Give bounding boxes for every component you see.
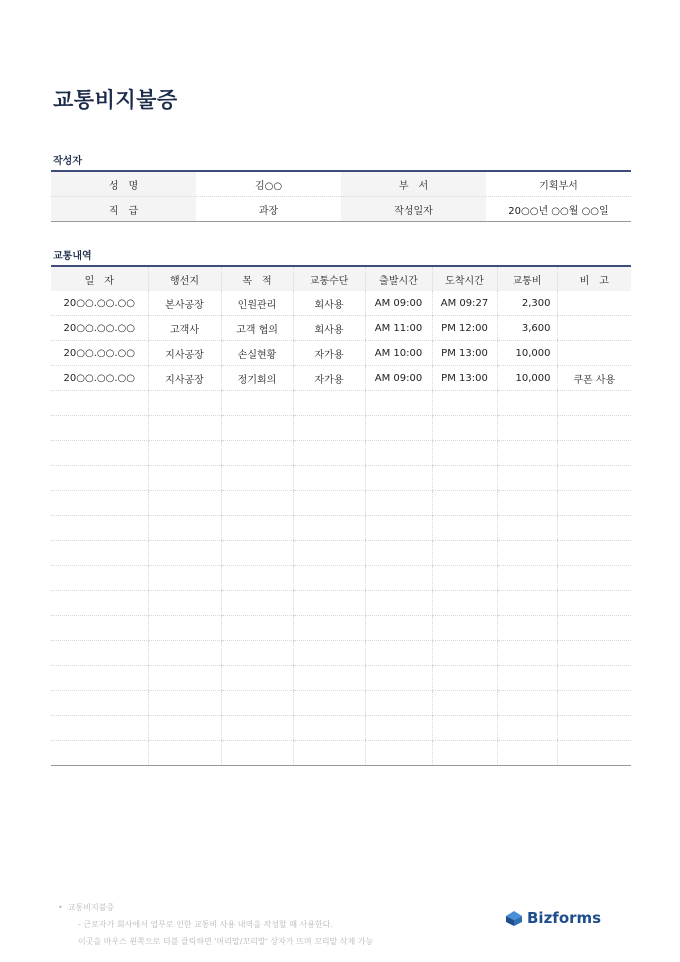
empty-table-row bbox=[51, 391, 631, 416]
empty-cell-date[interactable] bbox=[51, 566, 148, 591]
date-label: 작성일자 bbox=[341, 197, 486, 222]
empty-cell-date[interactable] bbox=[51, 616, 148, 641]
empty-cell-purpose[interactable] bbox=[221, 641, 293, 666]
cell-arrival-time[interactable]: PM 12:00 bbox=[432, 316, 497, 341]
header-arrival-time: 도착시간 bbox=[432, 266, 497, 291]
empty-cell-transport-mode[interactable] bbox=[293, 691, 365, 716]
empty-cell-fare[interactable] bbox=[497, 441, 557, 466]
empty-table-row bbox=[51, 441, 631, 466]
header-departure-time: 출발시간 bbox=[365, 266, 432, 291]
cell-arrival-time[interactable]: PM 13:00 bbox=[432, 366, 497, 391]
footer-title-text: 교통비지불증 bbox=[67, 903, 115, 912]
empty-table-row bbox=[51, 666, 631, 691]
cell-fare[interactable]: 10,000 bbox=[497, 341, 557, 366]
empty-table-row bbox=[51, 616, 631, 641]
empty-table-row bbox=[51, 416, 631, 441]
empty-table-row bbox=[51, 541, 631, 566]
transport-section-label: 교통내역 bbox=[53, 251, 92, 262]
empty-cell-destination[interactable] bbox=[148, 741, 221, 766]
empty-cell-transport-mode[interactable] bbox=[293, 391, 365, 416]
empty-cell-date[interactable] bbox=[51, 391, 148, 416]
table-row bbox=[51, 341, 631, 366]
empty-cell-fare[interactable] bbox=[497, 616, 557, 641]
bizforms-logo-icon bbox=[505, 910, 523, 927]
empty-cell-transport-mode[interactable] bbox=[293, 466, 365, 491]
cell-destination[interactable]: 고객사 bbox=[148, 316, 221, 341]
empty-cell-arrival-time[interactable] bbox=[432, 616, 497, 641]
empty-cell-destination[interactable] bbox=[148, 491, 221, 516]
empty-cell-purpose[interactable] bbox=[221, 391, 293, 416]
cell-remarks[interactable]: 쿠폰 사용 bbox=[557, 366, 631, 391]
author-table bbox=[51, 170, 631, 222]
empty-cell-date[interactable] bbox=[51, 416, 148, 441]
transport-table bbox=[51, 265, 631, 766]
empty-cell-purpose[interactable] bbox=[221, 441, 293, 466]
empty-table-row bbox=[51, 591, 631, 616]
empty-table-row bbox=[51, 566, 631, 591]
empty-cell-transport-mode[interactable] bbox=[293, 591, 365, 616]
empty-cell-transport-mode[interactable] bbox=[293, 416, 365, 441]
cell-destination[interactable]: 지사공장 bbox=[148, 341, 221, 366]
empty-cell-fare[interactable] bbox=[497, 566, 557, 591]
empty-cell-purpose[interactable] bbox=[221, 416, 293, 441]
cell-arrival-time[interactable]: PM 13:00 bbox=[432, 341, 497, 366]
header-transport-mode: 교통수단 bbox=[293, 266, 365, 291]
cell-remarks[interactable] bbox=[557, 341, 631, 366]
empty-cell-departure-time[interactable] bbox=[365, 391, 432, 416]
empty-cell-transport-mode[interactable] bbox=[293, 441, 365, 466]
empty-cell-date[interactable] bbox=[51, 491, 148, 516]
empty-cell-arrival-time[interactable] bbox=[432, 441, 497, 466]
empty-cell-purpose[interactable] bbox=[221, 566, 293, 591]
position-value[interactable]: 과장 bbox=[258, 205, 279, 217]
empty-table-row bbox=[51, 716, 631, 741]
empty-cell-remarks[interactable] bbox=[557, 716, 631, 741]
empty-cell-transport-mode[interactable] bbox=[293, 616, 365, 641]
empty-cell-purpose[interactable] bbox=[221, 591, 293, 616]
cell-fare[interactable]: 2,300 bbox=[497, 291, 557, 316]
footer-line-hint: 이곳을 마우스 왼쪽으로 더블 클릭하면 '머리말/꼬리말' 상자가 뜨며 꼬리말 삭제 가능 bbox=[78, 937, 374, 946]
empty-cell-date[interactable] bbox=[51, 666, 148, 691]
empty-cell-purpose[interactable] bbox=[221, 691, 293, 716]
empty-cell-date[interactable] bbox=[51, 691, 148, 716]
empty-cell-destination[interactable] bbox=[148, 691, 221, 716]
cell-transport-mode[interactable]: 자가용 bbox=[293, 366, 365, 391]
empty-cell-fare[interactable] bbox=[497, 491, 557, 516]
empty-cell-departure-time[interactable] bbox=[365, 491, 432, 516]
cell-departure-time[interactable]: AM 09:00 bbox=[365, 291, 432, 316]
author-section-label: 작성자 bbox=[53, 156, 82, 167]
table-row bbox=[51, 316, 631, 341]
page-title: 교통비지불증 bbox=[53, 88, 178, 112]
cell-departure-time[interactable]: AM 11:00 bbox=[365, 316, 432, 341]
empty-cell-departure-time[interactable] bbox=[365, 691, 432, 716]
empty-cell-destination[interactable] bbox=[148, 516, 221, 541]
empty-cell-remarks[interactable] bbox=[557, 641, 631, 666]
empty-cell-destination[interactable] bbox=[148, 616, 221, 641]
header-purpose: 목 적 bbox=[221, 266, 293, 291]
author-row bbox=[51, 197, 631, 222]
empty-cell-arrival-time[interactable] bbox=[432, 566, 497, 591]
empty-cell-purpose[interactable] bbox=[221, 666, 293, 691]
empty-cell-arrival-time[interactable] bbox=[432, 416, 497, 441]
cell-arrival-time[interactable]: AM 09:27 bbox=[432, 291, 497, 316]
cell-transport-mode[interactable]: 자가용 bbox=[293, 341, 365, 366]
empty-cell-remarks[interactable] bbox=[557, 691, 631, 716]
empty-cell-fare[interactable] bbox=[497, 516, 557, 541]
empty-cell-fare[interactable] bbox=[497, 416, 557, 441]
empty-cell-fare[interactable] bbox=[497, 641, 557, 666]
empty-cell-destination[interactable] bbox=[148, 666, 221, 691]
empty-cell-arrival-time[interactable] bbox=[432, 391, 497, 416]
empty-cell-purpose[interactable] bbox=[221, 491, 293, 516]
cell-purpose[interactable]: 손실현황 bbox=[221, 341, 293, 366]
empty-cell-fare[interactable] bbox=[497, 741, 557, 766]
department-value[interactable]: 기획부서 bbox=[486, 171, 631, 197]
empty-cell-arrival-time[interactable] bbox=[432, 716, 497, 741]
transport-table-body bbox=[51, 291, 631, 766]
cell-remarks[interactable] bbox=[557, 316, 631, 341]
empty-cell-remarks[interactable] bbox=[557, 416, 631, 441]
empty-cell-fare[interactable] bbox=[497, 541, 557, 566]
empty-cell-arrival-time[interactable] bbox=[432, 466, 497, 491]
empty-cell-destination[interactable] bbox=[148, 566, 221, 591]
cell-destination[interactable]: 본사공장 bbox=[148, 291, 221, 316]
empty-cell-destination[interactable] bbox=[148, 541, 221, 566]
empty-cell-remarks[interactable] bbox=[557, 591, 631, 616]
empty-cell-date[interactable] bbox=[51, 741, 148, 766]
empty-cell-departure-time[interactable] bbox=[365, 541, 432, 566]
empty-cell-date[interactable] bbox=[51, 541, 148, 566]
empty-cell-purpose[interactable] bbox=[221, 516, 293, 541]
empty-cell-departure-time[interactable] bbox=[365, 666, 432, 691]
empty-cell-destination[interactable] bbox=[148, 441, 221, 466]
cell-fare[interactable]: 10,000 bbox=[497, 366, 557, 391]
empty-cell-departure-time[interactable] bbox=[365, 741, 432, 766]
empty-cell-remarks[interactable] bbox=[557, 541, 631, 566]
header-fare: 교통비 bbox=[497, 266, 557, 291]
empty-cell-arrival-time[interactable] bbox=[432, 491, 497, 516]
empty-cell-transport-mode[interactable] bbox=[293, 741, 365, 766]
cell-destination[interactable]: 지사공장 bbox=[148, 366, 221, 391]
empty-cell-fare[interactable] bbox=[497, 466, 557, 491]
empty-cell-remarks[interactable] bbox=[557, 491, 631, 516]
cell-purpose[interactable]: 정기회의 bbox=[221, 366, 293, 391]
empty-cell-remarks[interactable] bbox=[557, 566, 631, 591]
empty-cell-fare[interactable] bbox=[497, 666, 557, 691]
empty-cell-purpose[interactable] bbox=[221, 741, 293, 766]
empty-cell-remarks[interactable] bbox=[557, 441, 631, 466]
date-value[interactable]: 20○○년 ○○월 ○○일 bbox=[508, 205, 609, 217]
empty-cell-arrival-time[interactable] bbox=[432, 666, 497, 691]
cell-date[interactable]: 20○○.○○.○○ bbox=[51, 291, 148, 316]
empty-cell-transport-mode[interactable] bbox=[293, 541, 365, 566]
empty-cell-departure-time[interactable] bbox=[365, 616, 432, 641]
name-label: 성 명 bbox=[51, 171, 196, 197]
cell-departure-time[interactable]: AM 09:00 bbox=[365, 366, 432, 391]
cell-departure-time[interactable]: AM 10:00 bbox=[365, 341, 432, 366]
empty-cell-fare[interactable] bbox=[497, 591, 557, 616]
empty-cell-transport-mode[interactable] bbox=[293, 666, 365, 691]
table-row bbox=[51, 366, 631, 391]
header-remarks: 비 고 bbox=[557, 266, 631, 291]
empty-cell-date[interactable] bbox=[51, 516, 148, 541]
empty-cell-destination[interactable] bbox=[148, 716, 221, 741]
empty-cell-remarks[interactable] bbox=[557, 391, 631, 416]
empty-cell-date[interactable] bbox=[51, 641, 148, 666]
header-date: 일 자 bbox=[51, 266, 148, 291]
name-value[interactable]: 김○○ bbox=[196, 171, 341, 197]
empty-cell-arrival-time[interactable] bbox=[432, 516, 497, 541]
empty-cell-purpose[interactable] bbox=[221, 466, 293, 491]
empty-cell-departure-time[interactable] bbox=[365, 466, 432, 491]
empty-cell-arrival-time[interactable] bbox=[432, 741, 497, 766]
empty-cell-arrival-time[interactable] bbox=[432, 591, 497, 616]
empty-cell-remarks[interactable] bbox=[557, 616, 631, 641]
position-label: 직 급 bbox=[51, 197, 196, 222]
empty-cell-date[interactable] bbox=[51, 441, 148, 466]
empty-cell-transport-mode[interactable] bbox=[293, 641, 365, 666]
empty-cell-departure-time[interactable] bbox=[365, 566, 432, 591]
cell-transport-mode[interactable]: 회사용 bbox=[293, 316, 365, 341]
empty-cell-purpose[interactable] bbox=[221, 541, 293, 566]
brand-name: Bizforms bbox=[527, 909, 602, 927]
empty-cell-fare[interactable] bbox=[497, 391, 557, 416]
empty-cell-date[interactable] bbox=[51, 466, 148, 491]
cell-date[interactable]: 20○○.○○.○○ bbox=[51, 316, 148, 341]
footer-line-title: • 교통비지불증 bbox=[58, 903, 115, 912]
empty-cell-destination[interactable] bbox=[148, 391, 221, 416]
empty-table-row bbox=[51, 741, 631, 766]
empty-cell-transport-mode[interactable] bbox=[293, 716, 365, 741]
empty-cell-date[interactable] bbox=[51, 716, 148, 741]
transport-header-row bbox=[51, 266, 631, 291]
brand-logo bbox=[505, 909, 601, 927]
empty-cell-arrival-time[interactable] bbox=[432, 541, 497, 566]
empty-cell-departure-time[interactable] bbox=[365, 641, 432, 666]
empty-cell-destination[interactable] bbox=[148, 641, 221, 666]
author-row bbox=[51, 171, 631, 197]
cell-purpose[interactable]: 고객 협의 bbox=[221, 316, 293, 341]
empty-cell-departure-time[interactable] bbox=[365, 591, 432, 616]
empty-cell-purpose[interactable] bbox=[221, 616, 293, 641]
empty-table-row bbox=[51, 641, 631, 666]
empty-cell-fare[interactable] bbox=[497, 691, 557, 716]
department-label: 부 서 bbox=[341, 171, 486, 197]
empty-table-row bbox=[51, 691, 631, 716]
table-row bbox=[51, 291, 631, 316]
empty-cell-remarks[interactable] bbox=[557, 666, 631, 691]
empty-cell-departure-time[interactable] bbox=[365, 716, 432, 741]
cell-fare[interactable]: 3,600 bbox=[497, 316, 557, 341]
empty-cell-destination[interactable] bbox=[148, 466, 221, 491]
empty-cell-departure-time[interactable] bbox=[365, 416, 432, 441]
empty-table-row bbox=[51, 516, 631, 541]
empty-cell-remarks[interactable] bbox=[557, 516, 631, 541]
cell-transport-mode[interactable]: 회사용 bbox=[293, 291, 365, 316]
empty-cell-destination[interactable] bbox=[148, 591, 221, 616]
footer-line-description: - 근로자가 회사에서 업무로 인한 교통비 사용 내역을 작성할 때 사용한다. bbox=[78, 920, 333, 929]
empty-cell-departure-time[interactable] bbox=[365, 441, 432, 466]
cell-remarks[interactable] bbox=[557, 291, 631, 316]
empty-cell-transport-mode[interactable] bbox=[293, 491, 365, 516]
empty-table-row bbox=[51, 491, 631, 516]
empty-cell-remarks[interactable] bbox=[557, 741, 631, 766]
empty-cell-purpose[interactable] bbox=[221, 716, 293, 741]
cell-purpose[interactable]: 인원관리 bbox=[221, 291, 293, 316]
cell-date[interactable]: 20○○.○○.○○ bbox=[51, 341, 148, 366]
empty-cell-arrival-time[interactable] bbox=[432, 691, 497, 716]
empty-cell-fare[interactable] bbox=[497, 716, 557, 741]
header-destination: 행선지 bbox=[148, 266, 221, 291]
empty-cell-transport-mode[interactable] bbox=[293, 566, 365, 591]
empty-table-row bbox=[51, 466, 631, 491]
empty-cell-transport-mode[interactable] bbox=[293, 516, 365, 541]
cell-date[interactable]: 20○○.○○.○○ bbox=[51, 366, 148, 391]
empty-cell-date[interactable] bbox=[51, 591, 148, 616]
empty-cell-departure-time[interactable] bbox=[365, 516, 432, 541]
empty-cell-arrival-time[interactable] bbox=[432, 641, 497, 666]
empty-cell-destination[interactable] bbox=[148, 416, 221, 441]
empty-cell-remarks[interactable] bbox=[557, 466, 631, 491]
footer-note bbox=[58, 899, 373, 950]
